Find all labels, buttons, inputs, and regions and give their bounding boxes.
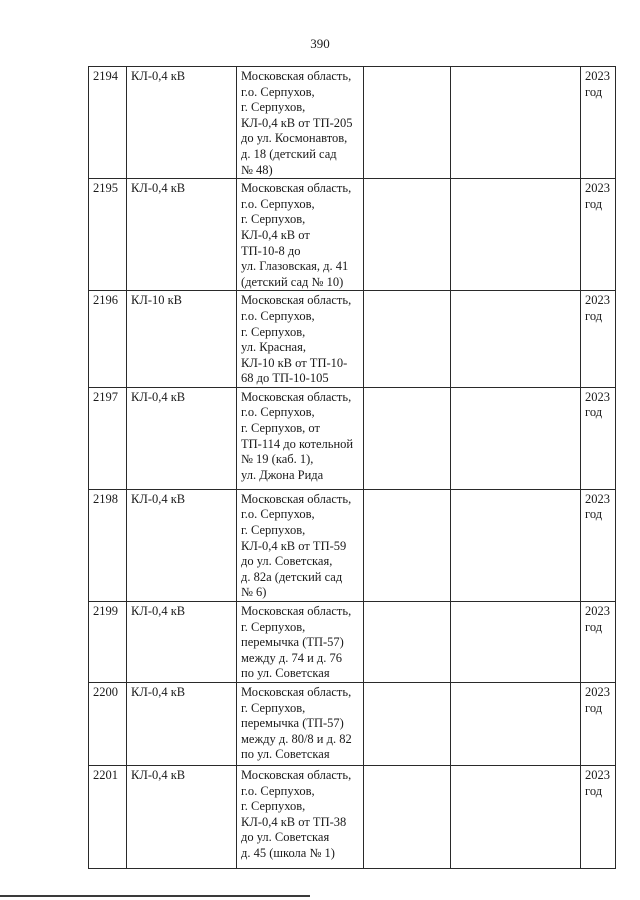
address-line: г.о. Серпухов, bbox=[241, 84, 315, 99]
year-text: 2023 bbox=[585, 685, 610, 699]
address-line: 68 до ТП-10-105 bbox=[241, 371, 329, 386]
empty-cell bbox=[364, 179, 451, 291]
registry-rows bbox=[89, 67, 616, 869]
address-line: № 6) bbox=[241, 585, 267, 600]
year-text: 2023 bbox=[585, 768, 610, 782]
address-cell bbox=[237, 766, 364, 869]
line-type-cell: КЛ-10 кВ bbox=[127, 291, 237, 388]
address-line: г. Серпухов, bbox=[241, 212, 306, 227]
registry-table bbox=[88, 66, 616, 869]
address-line: ТП-10-8 до bbox=[241, 243, 301, 258]
address-line: Московская область, bbox=[241, 768, 352, 782]
address-line: (детский сад № 10) bbox=[241, 274, 344, 289]
address-line: Московская область, bbox=[241, 181, 352, 196]
line-type-cell: КЛ-0,4 кВ bbox=[127, 489, 237, 601]
address-line: по ул. Советская bbox=[241, 747, 330, 762]
address-line: Московская область, bbox=[241, 293, 352, 308]
address-line: г.о. Серпухов, bbox=[241, 507, 315, 522]
year-cell bbox=[581, 387, 616, 489]
year-text: год bbox=[585, 507, 603, 522]
address-line: по ул. Советская bbox=[241, 666, 330, 681]
line-type-cell: КЛ-0,4 кВ bbox=[127, 179, 237, 291]
year-cell bbox=[581, 179, 616, 291]
empty-cell bbox=[451, 387, 581, 489]
address-line: Московская область, bbox=[241, 69, 352, 83]
address-line: Московская область, bbox=[241, 491, 352, 506]
address-line: г.о. Серпухов, bbox=[241, 405, 315, 420]
address-line: г. Серпухов, bbox=[241, 799, 306, 814]
address-line: г. Серпухов, bbox=[241, 324, 306, 339]
address-cell bbox=[237, 291, 364, 388]
row-number-cell: 2197 bbox=[89, 387, 127, 489]
year-cell bbox=[581, 683, 616, 766]
year-cell bbox=[581, 602, 616, 683]
address-line: КЛ-0,4 кВ от bbox=[241, 227, 310, 242]
empty-cell bbox=[451, 291, 581, 388]
year-text: 2023 bbox=[585, 389, 610, 404]
address-line: г.о. Серпухов, bbox=[241, 308, 315, 323]
address-cell bbox=[237, 67, 364, 179]
table-row bbox=[89, 179, 616, 291]
address-cell bbox=[237, 179, 364, 291]
line-type-cell: КЛ-0,4 кВ bbox=[127, 387, 237, 489]
address-line: ТП-114 до котельной bbox=[241, 436, 354, 451]
address-line: КЛ-0,4 кВ от ТП-59 bbox=[241, 538, 347, 553]
empty-cell bbox=[364, 387, 451, 489]
address-line: № 19 (каб. 1), bbox=[241, 452, 314, 467]
year-text: год bbox=[585, 308, 603, 323]
year-cell bbox=[581, 489, 616, 601]
row-number-cell: 2198 bbox=[89, 489, 127, 601]
table-row bbox=[89, 291, 616, 388]
table-row bbox=[89, 489, 616, 601]
line-type-cell: КЛ-0,4 кВ bbox=[127, 67, 237, 179]
address-line: КЛ-10 кВ от ТП-10- bbox=[241, 355, 348, 370]
year-text: 2023 bbox=[585, 604, 610, 619]
address-cell bbox=[237, 602, 364, 683]
address-line: г.о. Серпухов, bbox=[241, 196, 315, 211]
address-line: г. Серпухов, от bbox=[241, 421, 320, 436]
address-line: Московская область, bbox=[241, 685, 352, 699]
empty-cell bbox=[451, 602, 581, 683]
address-line: до ул. Космонавтов, bbox=[241, 131, 348, 146]
empty-cell bbox=[451, 179, 581, 291]
year-text: год bbox=[585, 700, 603, 715]
line-type-cell: КЛ-0,4 кВ bbox=[127, 602, 237, 683]
year-text: год bbox=[585, 405, 603, 420]
address-line: до ул. Советская bbox=[241, 830, 330, 845]
address-line: № 48) bbox=[241, 162, 273, 177]
address-line: д. 18 (детский сад bbox=[241, 146, 337, 161]
address-line: перемычка (ТП-57) bbox=[241, 716, 344, 731]
address-line: ул. Джона Рида bbox=[241, 467, 324, 482]
page-edge-line bbox=[0, 895, 310, 897]
address-line: Московская область, bbox=[241, 604, 352, 619]
address-line: до ул. Советская, bbox=[241, 554, 333, 569]
address-line: г.о. Серпухов, bbox=[241, 783, 315, 798]
address-line: КЛ-0,4 кВ от ТП-38 bbox=[241, 814, 347, 829]
address-line: г. Серпухов, bbox=[241, 100, 306, 115]
line-type-cell: КЛ-0,4 кВ bbox=[127, 766, 237, 869]
table-row bbox=[89, 387, 616, 489]
empty-cell bbox=[451, 766, 581, 869]
empty-cell bbox=[451, 489, 581, 601]
address-line: между д. 80/8 и д. 82 bbox=[241, 731, 352, 746]
table-row bbox=[89, 766, 616, 869]
empty-cell bbox=[364, 683, 451, 766]
table-row bbox=[89, 683, 616, 766]
address-line: ул. Глазовская, д. 41 bbox=[241, 259, 349, 274]
empty-cell bbox=[451, 683, 581, 766]
empty-cell bbox=[364, 291, 451, 388]
empty-cell bbox=[364, 67, 451, 179]
year-cell bbox=[581, 291, 616, 388]
address-line: Московская область, bbox=[241, 389, 352, 404]
address-line: перемычка (ТП-57) bbox=[241, 635, 344, 650]
year-text: 2023 bbox=[585, 491, 610, 506]
year-text: год bbox=[585, 196, 603, 211]
line-type-cell: КЛ-0,4 кВ bbox=[127, 683, 237, 766]
empty-cell bbox=[364, 766, 451, 869]
table-row bbox=[89, 602, 616, 683]
empty-cell bbox=[364, 489, 451, 601]
address-cell bbox=[237, 489, 364, 601]
year-cell bbox=[581, 67, 616, 179]
address-cell bbox=[237, 387, 364, 489]
address-line: г. Серпухов, bbox=[241, 523, 306, 538]
row-number-cell: 2199 bbox=[89, 602, 127, 683]
row-number-cell: 2200 bbox=[89, 683, 127, 766]
year-text: год bbox=[585, 84, 603, 99]
row-number-cell: 2201 bbox=[89, 766, 127, 869]
empty-cell bbox=[364, 602, 451, 683]
address-line: д. 45 (школа № 1) bbox=[241, 845, 335, 860]
year-text: 2023 bbox=[585, 293, 610, 308]
address-line: г. Серпухов, bbox=[241, 619, 306, 634]
address-cell bbox=[237, 683, 364, 766]
year-text: 2023 bbox=[585, 181, 610, 196]
address-line: ул. Красная, bbox=[241, 340, 306, 355]
row-number-cell: 2195 bbox=[89, 179, 127, 291]
year-cell bbox=[581, 766, 616, 869]
address-line: г. Серпухов, bbox=[241, 700, 306, 715]
year-text: год bbox=[585, 783, 603, 798]
year-text: год bbox=[585, 619, 603, 634]
year-text: 2023 bbox=[585, 69, 610, 83]
table-row bbox=[89, 67, 616, 179]
page-number: 390 bbox=[310, 36, 330, 51]
address-line: между д. 74 и д. 76 bbox=[241, 650, 342, 665]
empty-cell bbox=[451, 67, 581, 179]
row-number-cell: 2194 bbox=[89, 67, 127, 179]
address-line: д. 82а (детский сад bbox=[241, 569, 343, 584]
address-line: КЛ-0,4 кВ от ТП-205 bbox=[241, 115, 353, 130]
row-number-cell: 2196 bbox=[89, 291, 127, 388]
